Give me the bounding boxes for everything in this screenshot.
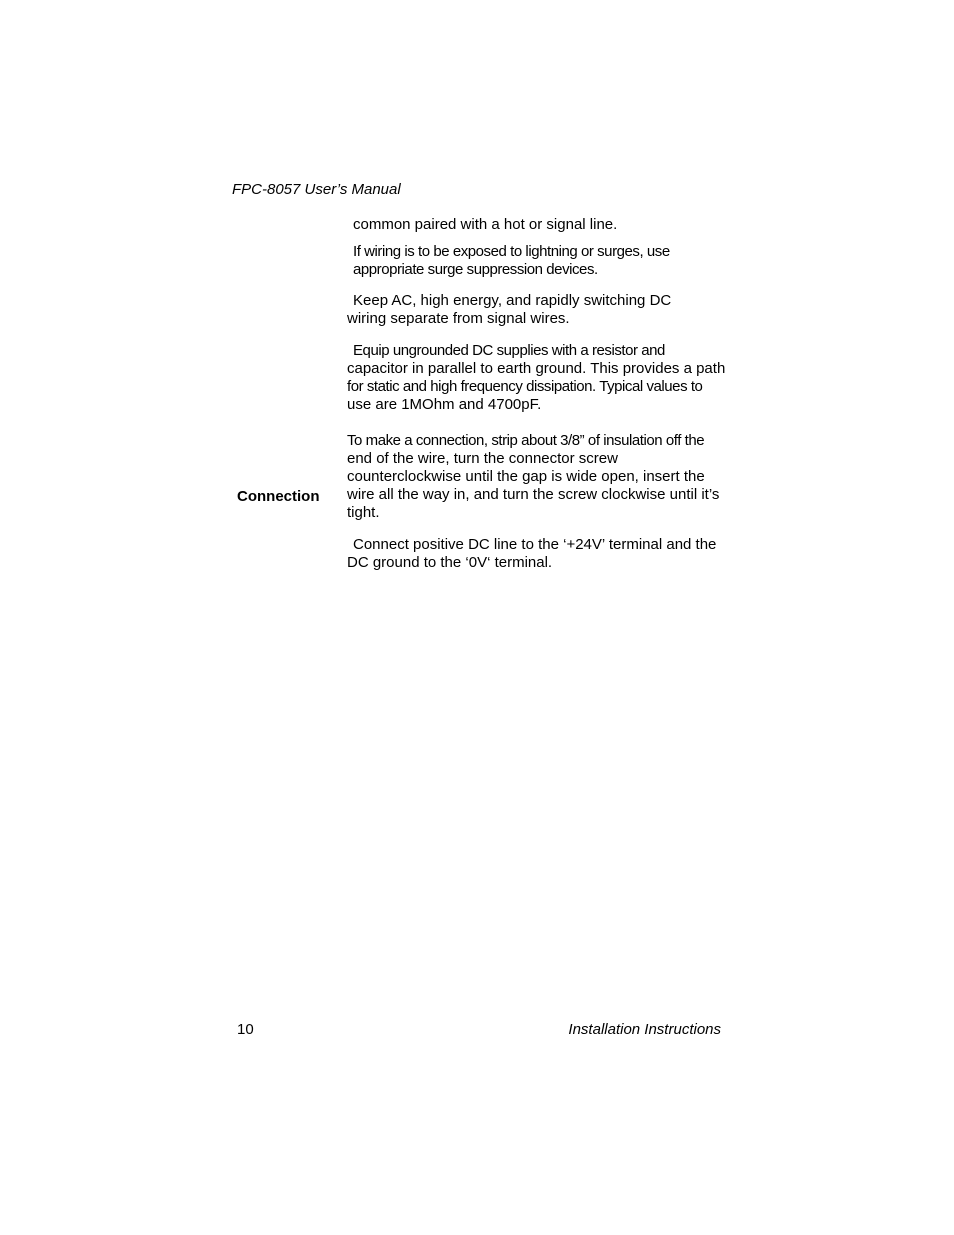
paragraph-ungrounded-dc [347,342,732,414]
text-line: use are 1MOhm and 4700pF. [347,396,542,413]
text-line: DC ground to the ‘0V‘ terminal. [347,554,553,571]
section-label-connection: Connection [237,488,320,505]
text-line: appropriate surge suppression devices. [353,261,598,278]
text-line: end of the wire, turn the connector screw [347,450,618,467]
text-line: Equip ungrounded DC supplies with a resistor and [353,342,665,359]
footer-section-title: Installation Instructions [568,1021,721,1038]
text-line: wiring separate from signal wires. [347,310,570,327]
paragraph-common-pair [347,216,732,234]
paragraph-connection-steps [347,432,732,522]
text-line: Connect positive DC line to the ‘+24V’ terminal and the [353,536,717,553]
paragraph-surge-suppression [347,243,732,279]
page-number: 10 [237,1021,254,1038]
text-line: wire all the way in, and turn the screw clockwise until it’s [347,486,720,503]
text-line: capacitor in parallel to earth ground. This provides a path [347,360,726,377]
paragraph-dc-terminals [347,536,732,572]
text-line: To make a connection, strip about 3/8” of insulation off the [347,432,705,449]
text-line: tight. [347,504,380,521]
running-header: FPC-8057 User’s Manual [232,181,401,198]
text-line: If wiring is to be exposed to lightning or surges, use [353,243,670,260]
text-line: counterclockwise until the gap is wide open, insert the [347,468,705,485]
text-line: common paired with a hot or signal line. [353,216,618,233]
paragraph-wiring-separation [347,292,732,328]
text-line: Keep AC, high energy, and rapidly switching DC [353,292,672,309]
text-line: for static and high frequency dissipation. Typical values to [347,378,703,395]
